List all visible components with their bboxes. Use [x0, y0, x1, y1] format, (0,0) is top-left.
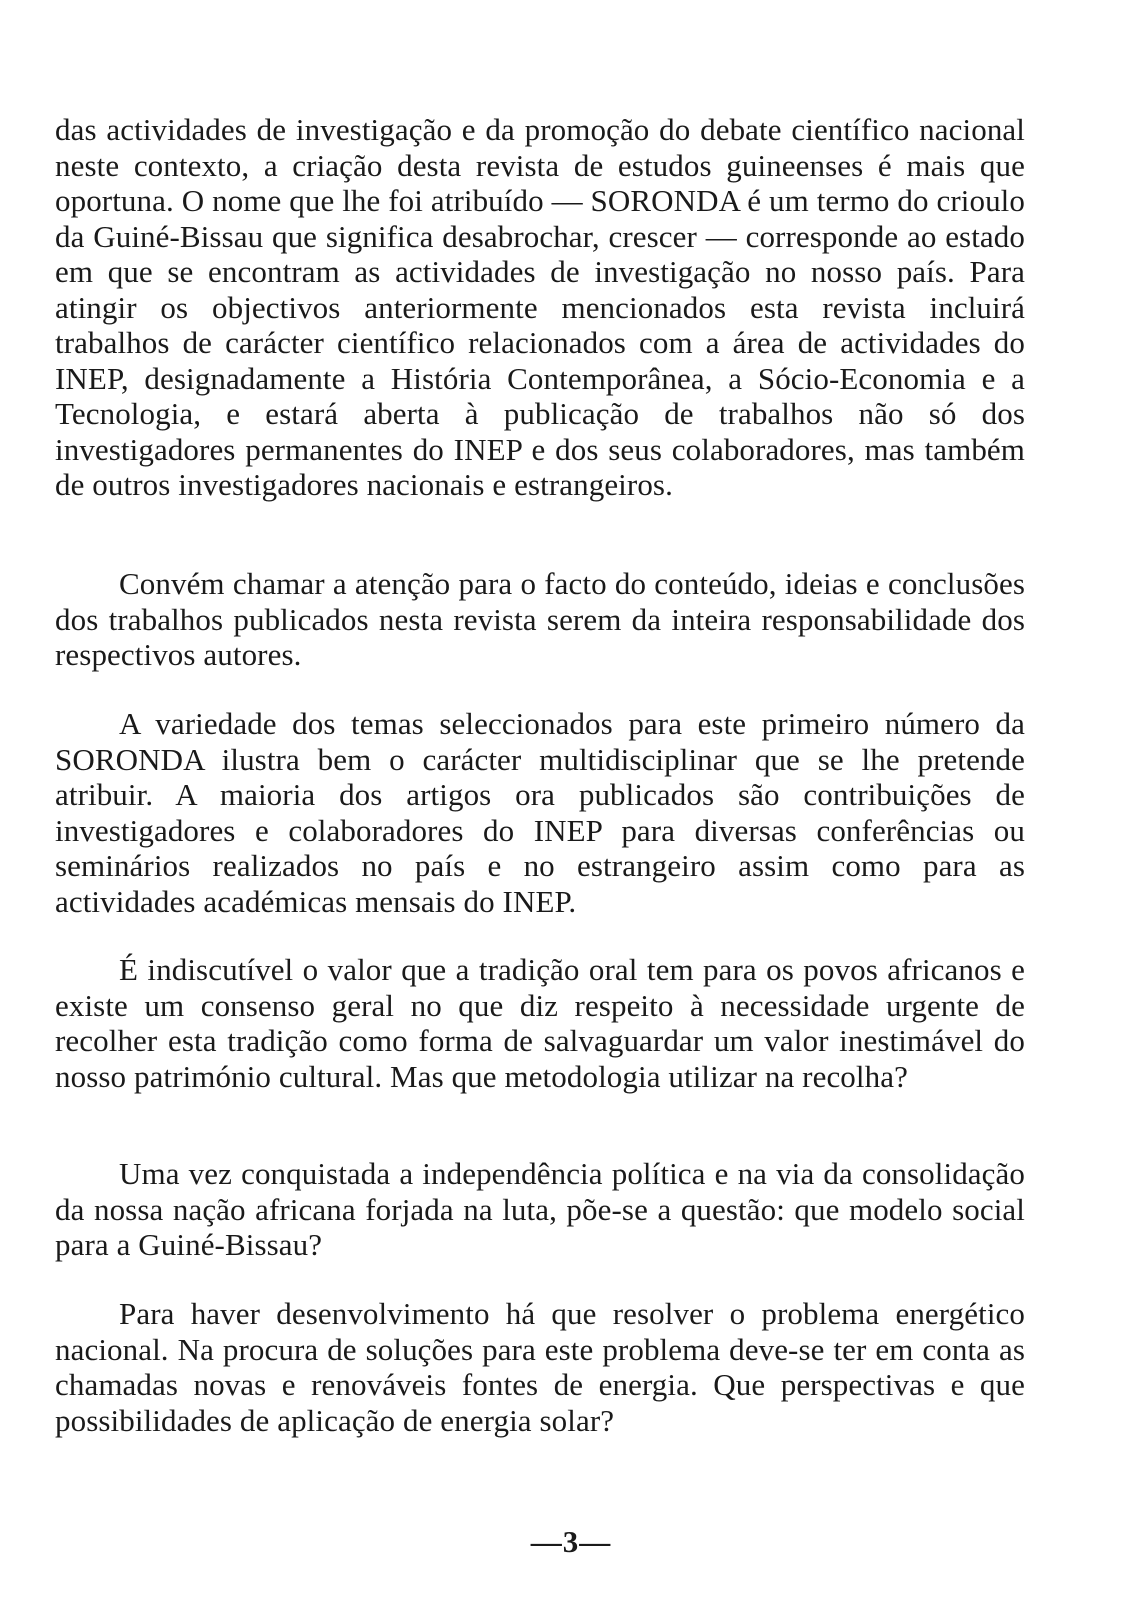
paragraph-themes: A variedade dos temas seleccionados para este primeiro número da SORONDA ilustra bem o carácter multidisciplinar que se lhe pretende atribuir. A maioria dos artigos ora publicados são contribuições de investigadores e colaboradores do INEP para diversas conferências ou seminários realizados no país e no estrangeiro assim como para as actividades académicas mensais do INEP.	[55, 706, 1025, 919]
paragraph-energy: Para haver desenvolvimento há que resolver o problema energético nacional. Na procura de soluções para este problema deve-se ter em conta as chamadas novas e renováveis fontes de energia. Que perspectivas e que possibilidades de aplicação de energia solar?	[55, 1296, 1025, 1438]
paragraph-social-model: Uma vez conquistada a independência política e na via da consolidação da nossa nação africana forjada na luta, põe-se a questão: que modelo social para a Guiné-Bissau?	[55, 1156, 1025, 1262]
paragraph-oral-tradition: É indiscutível o valor que a tradição oral tem para os povos africanos e existe um consenso geral no que diz respeito à necessidade urgente de recolher esta tradição como forma de salvaguardar um valor inestimável do nosso património cultural. Mas que metodologia utilizar na recolha?	[55, 952, 1025, 1094]
page-number: —3—	[530, 1524, 612, 1559]
paragraph-disclaimer: Convém chamar a atenção para o facto do conteúdo, ideias e conclusões dos trabalhos publicados nesta revista serem da inteira responsabilidade dos respectivos autores.	[55, 566, 1025, 672]
paragraph-continuation: das actividades de investigação e da promoção do debate científico nacional neste contexto, a criação desta revista de estudos guineenses é mais que oportuna. O nome que lhe foi atribuído — SORONDA é um termo do crioulo da Guiné-Bissau que significa desabrochar, crescer — corresponde ao estado em que se encontram as actividades de investigação no nosso país. Para atingir os objectivos anteriormente mencionados esta revista incluirá trabalhos de carácter científico relacionados com a área de actividades do INEP, designadamente a História Contemporânea, a Sócio-Economia e a Tecnologia, e estará aberta à publicação de trabalhos não só dos investigadores permanentes do INEP e dos seus colaboradores, mas também de outros investigadores nacionais e estrangeiros.	[55, 112, 1025, 502]
